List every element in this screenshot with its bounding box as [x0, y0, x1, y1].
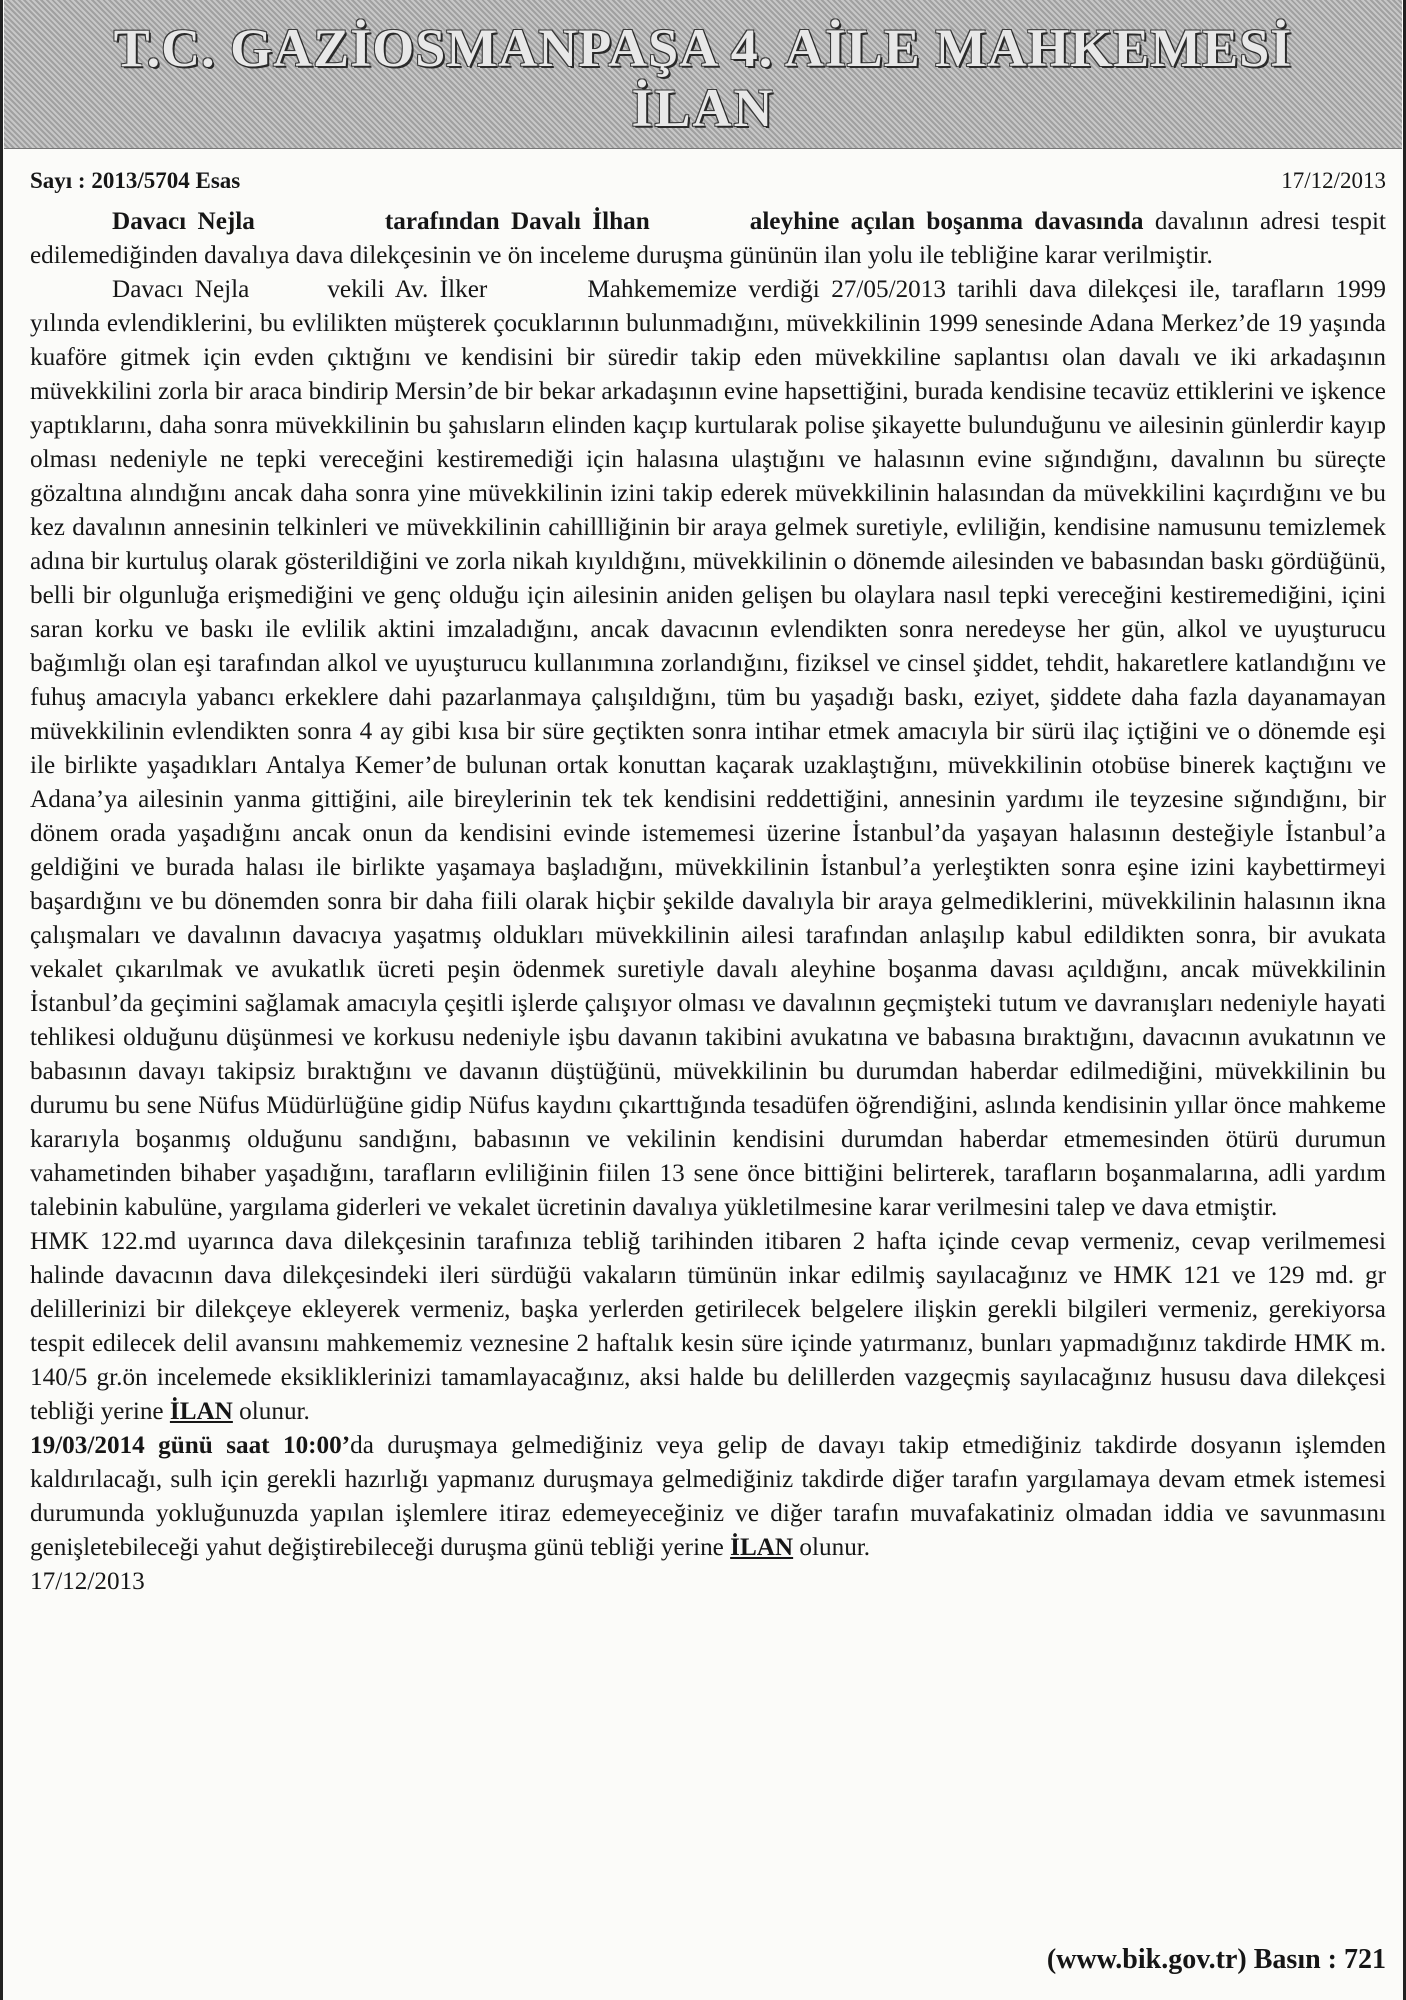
left-border	[0, 0, 3, 2000]
hearing-end: olunur.	[793, 1534, 871, 1561]
source-footer: (www.bik.gov.tr) Basın : 721	[1046, 1944, 1386, 1975]
hmk-end: olunur.	[232, 1398, 310, 1425]
case-type: aleyhine açılan boşanma davasında	[749, 208, 1144, 235]
notice-title: İLAN	[631, 78, 775, 138]
defendant-label: tarafından Davalı İlhan	[384, 208, 650, 235]
case-number: Sayı : 2013/5704 Esas	[30, 168, 241, 193]
header-band	[4, 0, 1402, 149]
court-title: T.C. GAZİOSMANPAŞA 4. AİLE MAHKEMESİ	[113, 18, 1293, 78]
petition-text: Mahkememize verdiği 27/05/2013 tarihli dava dilekçesi ile, tarafların 1999 yılında evlendiklerini, bu evlilikten müşterek çocuklarının bulunmadığını, müvekkilinin 1999 senesinde Adana Merkez’de 19 yaşında kuaföre gitmek için evden çıktığını ve kendisini bir süredir takip eden müvekkiline saplantısı olan davalı ve iki arkadaşının müvekkilini zorla bir araca bindirip Mersin’de bir bekar arkadaşının evine hapsettiğini, burada kendisine tecavüz ettiklerini ve işkence yaptıklarını, daha sonra müvekkilinin bu şahısların elinden kaçıp kurtularak polise şikayette bulunduğunu ve ailesinin günlerdir kayıp olması nedeniyle ne tepki vereceğini kestiremediği için halasına ulaştığını ve halasının evine sığındığını, davalının bu süreçte gözaltına alındığını ancak daha sonra yine müvekkilinin izini takip ederek müvekkilinin halasından da müvekkilini kaçırdığını ve bu kez davalının annesinin telkinleri ve müvekkilinin cahillliğinin bir araya gelmek suretiyle, evliliğin, kendisine namusunu temizlemek adına bir kurtuluş olarak gösterildiğini ve zorla nikah kıyıldığını, müvekkilinin o dönemde ailesinden ve babasından baskı gördüğünü, belli bir olgunluğa erişmediğini ve genç olduğu için ailesinin aniden gelişen bu olaylara nasıl tepki vereceğini kestiremediğini, içini saran korku ve baskı ile evlilik aktini imzaladığını, ancak davacının evlendikten sonra neredeyse her gün, alkol ve uyuşturucu bağımlığı olan eşi tarafından alkol ve uyuşturucu kullanımına zorlandığını, fiziksel ve cinsel şiddet, tehdit, hakaretlere katlandığını ve fuhuş amacıyla yabancı erkeklere dahi pazarlanmaya çalışıldığını, tüm bu yaşadığı baskı, eziyet, şiddete daha fazla dayanamayan müvekkilinin evlendikten sonra 4 ay gibi kısa bir süre geçtikten sonra intihar etmek amacıyla bir sürü ilaç içtiğini ve o dönemde eşi ile birlikte yaşadıkları Antalya Kemer’de bulunan ortak konuttan kaçarak uzaklaştığını, müvekkilinin otobüse binerek kaçtığını ve Adana’ya ailesinin yanma gittiğini, aile bireylerinin tek tek kendisini reddettiğini, annesinin yardımı ile teyzesine sığındığını, bir dönem orada yaşadığını ancak onun da kendisini evinde istememesi üzerine İstanbul’da yaşayan halasının desteğiyle İstanbul’a geldiğini ve burada halası ile birlikte yaşamaya başladığını, müvekkilinin İstanbul’a yerleştikten sonra eşine izini kaybettirmeyi başardığını ve bu dönemden sonra bir daha fiili olarak hiçbir şekilde davalıyla bir araya gelmediklerini, müvekkilinin halasının ikna çalışmaları ve davalının davacıya yaşatmış oldukları müvekkilinin ailesi tarafından anlaşılıp kabul edildikten sonra, bir avukata vekalet çıkarılmak ve avukatlık ücreti peşin ödenmek suretiyle davalı aleyhine boşanma davası açıldığını, ancak müvekkilinin İstanbul’da geçimini sağlamak amacıyla çeşitli işlerde çalışıyor olması ve davalının geçmişteki tutum ve davranışları nedeniyle hayati tehlikesi olduğunu düşünmesi ve korkusu nedeniyle işbu davanın takibini avukatına ve babasına bıraktığını, davacının avukatının ve babasının davayı takipsiz bıraktığını ve davanın düştüğünü, müvekkilinin bu durumdan haberdar edilmediğini, müvekkilinin bu durumu bu sene Nüfus Müdürlüğüne gidip Nüfus kaydını çıkarttığında tesadüfen öğrendiğini, aslında kendisinin yıllar önce mahkeme kararıyla boşanmış olduğunu sandığını, babasının ve vekilinin kendisini durumdan haberdar etmemesinden ötürü durumun vahametinden bihaber yaşadığını, tarafların evliliğinin fiilen 13 sene önce bittiğini belirterek, tarafların boşanmalarına, adli yardım talebinin kabulüne, yargılama giderleri ve vekalet ücretinin davalıya yükletilmesine karar verilmesini talep ve dava etmiştir.	[30, 276, 1386, 1221]
hearing-datetime: 19/03/2014 günü saat 10:00’	[30, 1432, 351, 1459]
meta-row	[30, 168, 1386, 198]
hmk-text: HMK 122.md uyarınca dava dilekçesinin tarafınıza tebliğ tarihinden itibaren 2 hafta içinde cevap vermeniz, cevap verilmemesi halinde davacının dava dilekçesindeki ileri sürdüğü vakaların tümünün inkar edilmiş sayılacağınız ve HMK 121 ve 129 md. gr delillerinizi bir dilekçeye ekleyerek vermeniz, başka yerlerden getirilecek belgelere ilişkin gerekli bilgileri vermeniz, gerekiyorsa tespit edilecek delil avansını mahkememiz veznesine 2 haftalık kesin süre içinde yatırmanız, bunları yapmadığınız takdirde HMK m. 140/5 gr.ön incelemede eksikliklerinizi tamamlayacağınız, aksi halde bu delillerden vazgeçmiş sayılacağınız hususu dava dilekçesi tebliği yerine	[30, 1228, 1386, 1425]
paragraph-hearing	[30, 1429, 1386, 1565]
paragraph-petition	[30, 273, 1386, 1225]
intro-text: davalının adresi tespit edilemediğinden davalıya dava dilekçesinin ve ön inceleme duruşma gününün ilan yolu ile tebliğine karar verilmiştir.	[30, 208, 1387, 269]
plaintiff-label: Davacı Nejla	[112, 208, 255, 235]
notice-date: 17/12/2013	[1281, 168, 1386, 193]
hearing-text: da duruşmaya gelmediğiniz veya gelip de davayı takip etmediğiniz takdirde dosyanın işlemden kaldırılacağı, sulh için gerekli hazırlığı yapmanız duruşmaya gelmediğiniz takdirde diğer tarafın yargılamaya devam etmek istemesi durumunda yokluğunuzda yapılan işlemlere itiraz edemeyeceğiniz ve diğer tarafın muvafakatiniz olmadan iddia ve savunmasını genişletebileceği yahut değiştirebileceği duruşma günü tebliği yerine	[30, 1432, 1386, 1561]
closing-date: 17/12/2013	[30, 1568, 145, 1595]
petition-lawyer: vekili Av. İlker	[327, 276, 488, 303]
paragraph-hmk	[30, 1225, 1386, 1429]
paragraph-intro	[30, 205, 1386, 273]
ilan-word-2: İLAN	[730, 1534, 794, 1561]
ilan-word-1: İLAN	[169, 1398, 233, 1425]
notice-body	[30, 205, 1386, 1599]
petition-plaintiff: Davacı Nejla	[112, 276, 250, 303]
